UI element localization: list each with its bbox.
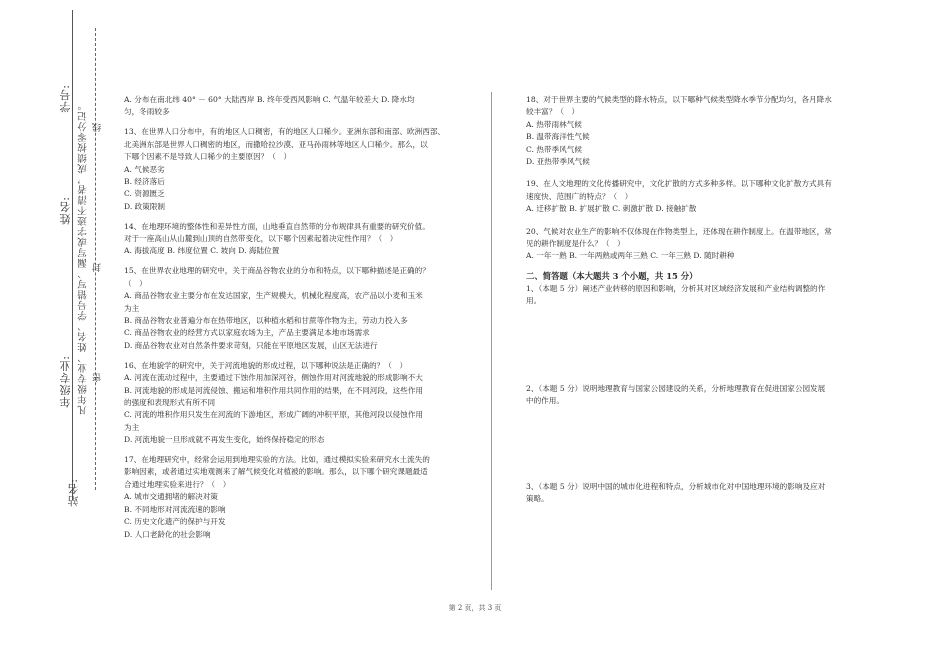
question-stem: 速度快、范围广的特点？（ ） (526, 191, 633, 201)
question-stem: 策略。 (526, 494, 549, 504)
option: D. 政策限制 (124, 201, 166, 211)
option: C. 河流的堆积作用只发生在河流的下游地区，形成广阔的冲积平原，其他河段以侵蚀作用 (124, 410, 423, 420)
question-stem: 用。 (526, 296, 542, 306)
binding-dashed-line (95, 28, 96, 490)
question-14 (124, 221, 474, 258)
question-17 (124, 454, 474, 541)
option: C. 商品谷物农业的经营方式以家庭农场为主，产品主要满足本地市场需求 (124, 328, 370, 338)
option-line: A. 分布在南北纬 40° － 60° 大陆西岸 B. 终年受西风影响 C. 气温年较差大 D. 降水均 (124, 95, 415, 104)
option: D. 商品谷物农业对自然条件要求苛刻，只能在平原地区发展，山区无法进行 (124, 340, 378, 350)
option-line: 匀，冬雨较多 (124, 107, 170, 117)
option: B. 经济落后 (124, 176, 165, 186)
question-stem: 18、对于世界主要的气候类型的降水特点，以下哪种气候类型降水季节分配均匀，各月降水 (526, 95, 832, 104)
option: C. 资源匮乏 (124, 189, 165, 199)
option: A. 气候恶劣 (124, 164, 165, 174)
option: B. 商品谷物农业普遍分布在热带地区，以种植水稻和甘蔗等作物为主，劳动力投入多 (124, 316, 408, 325)
question-13 (124, 126, 474, 213)
question-stem: 较丰富？（ ） (526, 107, 580, 117)
option: A. 迁移扩散 B. 扩展扩散 C. 刺激扩散 D. 接触扩散 (526, 204, 697, 214)
option: B. 不同地形对河流流速的影响 (124, 504, 226, 514)
option: D. 河流地貌一旦形成就不再发生变化，始终保持稳定的形态 (124, 435, 325, 445)
question-stem: 16、在地貌学的研究中，关于河流地貌的形成过程，以下哪种说法是正确的？（ ） (124, 360, 408, 370)
option: 为主 (124, 422, 140, 432)
page-number: 第 2 页，共 3 页 (448, 604, 502, 612)
question-stem: 14、在地理环境的整体性和差异性方面，山地垂直自然带的分布规律具有重要的研究价值。 (124, 221, 430, 231)
exam-site-label: 站名: (67, 478, 80, 507)
binding-margin (0, 0, 110, 672)
question-stem: 15、在世界农业地理的研究中，关于商品谷物农业的分布和特点，以下哪种描述是正确的？ (124, 266, 430, 276)
option: A. 城市交通拥堵的解决对策 (124, 492, 218, 502)
question-stem: 1、（本题 5 分）阐述产业转移的原因和影响，分析其对区域经济发展和产业结构调整的作 (526, 283, 826, 293)
right-column (526, 94, 876, 506)
option: 为主 (124, 303, 140, 313)
question-stem: 19、在人文地理的文化传播研究中，文化扩散的方式多种多样。以下哪种文化扩散方式具有 (526, 179, 832, 189)
short-answer-3 (526, 481, 876, 506)
option: C. 历史文化遗产的保护与开发 (124, 517, 226, 527)
question-stem: 合通过地理实验来进行？（ ） (124, 479, 231, 489)
column-divider (491, 92, 492, 590)
section-title: 二、简答题（本大题共 3 个小题，共 15 分） (526, 271, 698, 282)
option: 的强度和表现形式有所不同 (124, 397, 216, 407)
question-12-options (124, 94, 474, 119)
student-id-label: 学号: (59, 84, 72, 113)
question-stem: 13、在世界人口分布中，有的地区人口稠密，有的地区人口稀少。亚洲东部和南部、欧洲西部、 (124, 127, 446, 137)
name-label: 姓名: (59, 196, 72, 225)
question-stem: 对于一座高山从山麓到山顶的自然带变化，以下哪个因素起着决定性作用？（ ） (124, 234, 398, 244)
option: A. 热带雨林气候 (526, 119, 582, 129)
option: A. 一年一熟 B. 一年两熟或两年三熟 C. 一年三熟 D. 随时耕种 (526, 251, 735, 261)
seal-mark: 密 (93, 372, 103, 382)
short-answer-1 (526, 283, 876, 383)
question-stem: 影响因素，或者通过实地观测来了解气候变化对植被的影响。那么，以下哪个研究课题最适 (124, 467, 428, 477)
option: A. 海拔高度 B. 纬度位置 C. 坡向 D. 海陆位置 (124, 246, 280, 256)
question-16 (124, 360, 474, 447)
question-stem: 20、气候对农业生产的影响不仅体现在作物类型上，还体现在耕作制度上。在温带地区，常 (526, 226, 832, 236)
short-answer-2 (526, 383, 876, 481)
option: A. 河流在流动过程中，主要通过下蚀作用加深河谷，侧蚀作用对河流地貌的形成影响不大 (124, 373, 423, 383)
question-18 (526, 94, 876, 168)
question-19 (526, 178, 876, 215)
binding-notice: 凡年级专业、姓名、学号错写、漏写或字迹不清者，成绩按零分记。 (78, 100, 89, 415)
question-15 (124, 265, 474, 352)
question-stem: 3、（本题 5 分）说明中国的城市化进程和特点，分析城市化对中国地理环境的影响及应对 (526, 481, 826, 491)
question-stem: 2、（本题 5 分）说明地理教育与国家公园建设的关系，分析地理教育在促进国家公园发展 (526, 383, 826, 393)
option: A. 商品谷物农业主要分布在发达国家，生产规模大，机械化程度高，农产品以小麦和玉米 (124, 291, 423, 301)
option: D. 人口老龄化的社会影响 (124, 529, 211, 539)
grade-major-label: 年级专业: (59, 355, 72, 408)
question-stem: 17、在地理研究中，经常会运用到地理实验的方法。比如，通过模拟实验来研究水土流失的 (124, 455, 430, 465)
line-mark: 线 (93, 122, 103, 132)
question-20 (526, 226, 876, 263)
question-stem: 北美洲东部是世界人口稠密的地区，而撒哈拉沙漠、亚马孙雨林等地区人口稀少。那么，以 (124, 139, 428, 149)
question-stem: 下哪个因素不是导致人口稀少的主要原因？（ ） (124, 152, 292, 162)
option: B. 河流地貌的形成是河流侵蚀、搬运和堆积作用共同作用的结果，在不同河段，这些作用 (124, 385, 423, 395)
option: D. 亚热带季风气候 (526, 157, 590, 167)
question-stem: 中的作用。 (526, 396, 564, 406)
left-column (124, 94, 474, 548)
option: C. 热带季风气候 (526, 144, 582, 154)
option: B. 温带海洋性气候 (526, 132, 590, 142)
fold-mark: 封 (93, 262, 103, 272)
question-stem: 见的耕作制度是什么？（ ） (526, 239, 625, 249)
question-stem: （ ） (124, 278, 147, 288)
